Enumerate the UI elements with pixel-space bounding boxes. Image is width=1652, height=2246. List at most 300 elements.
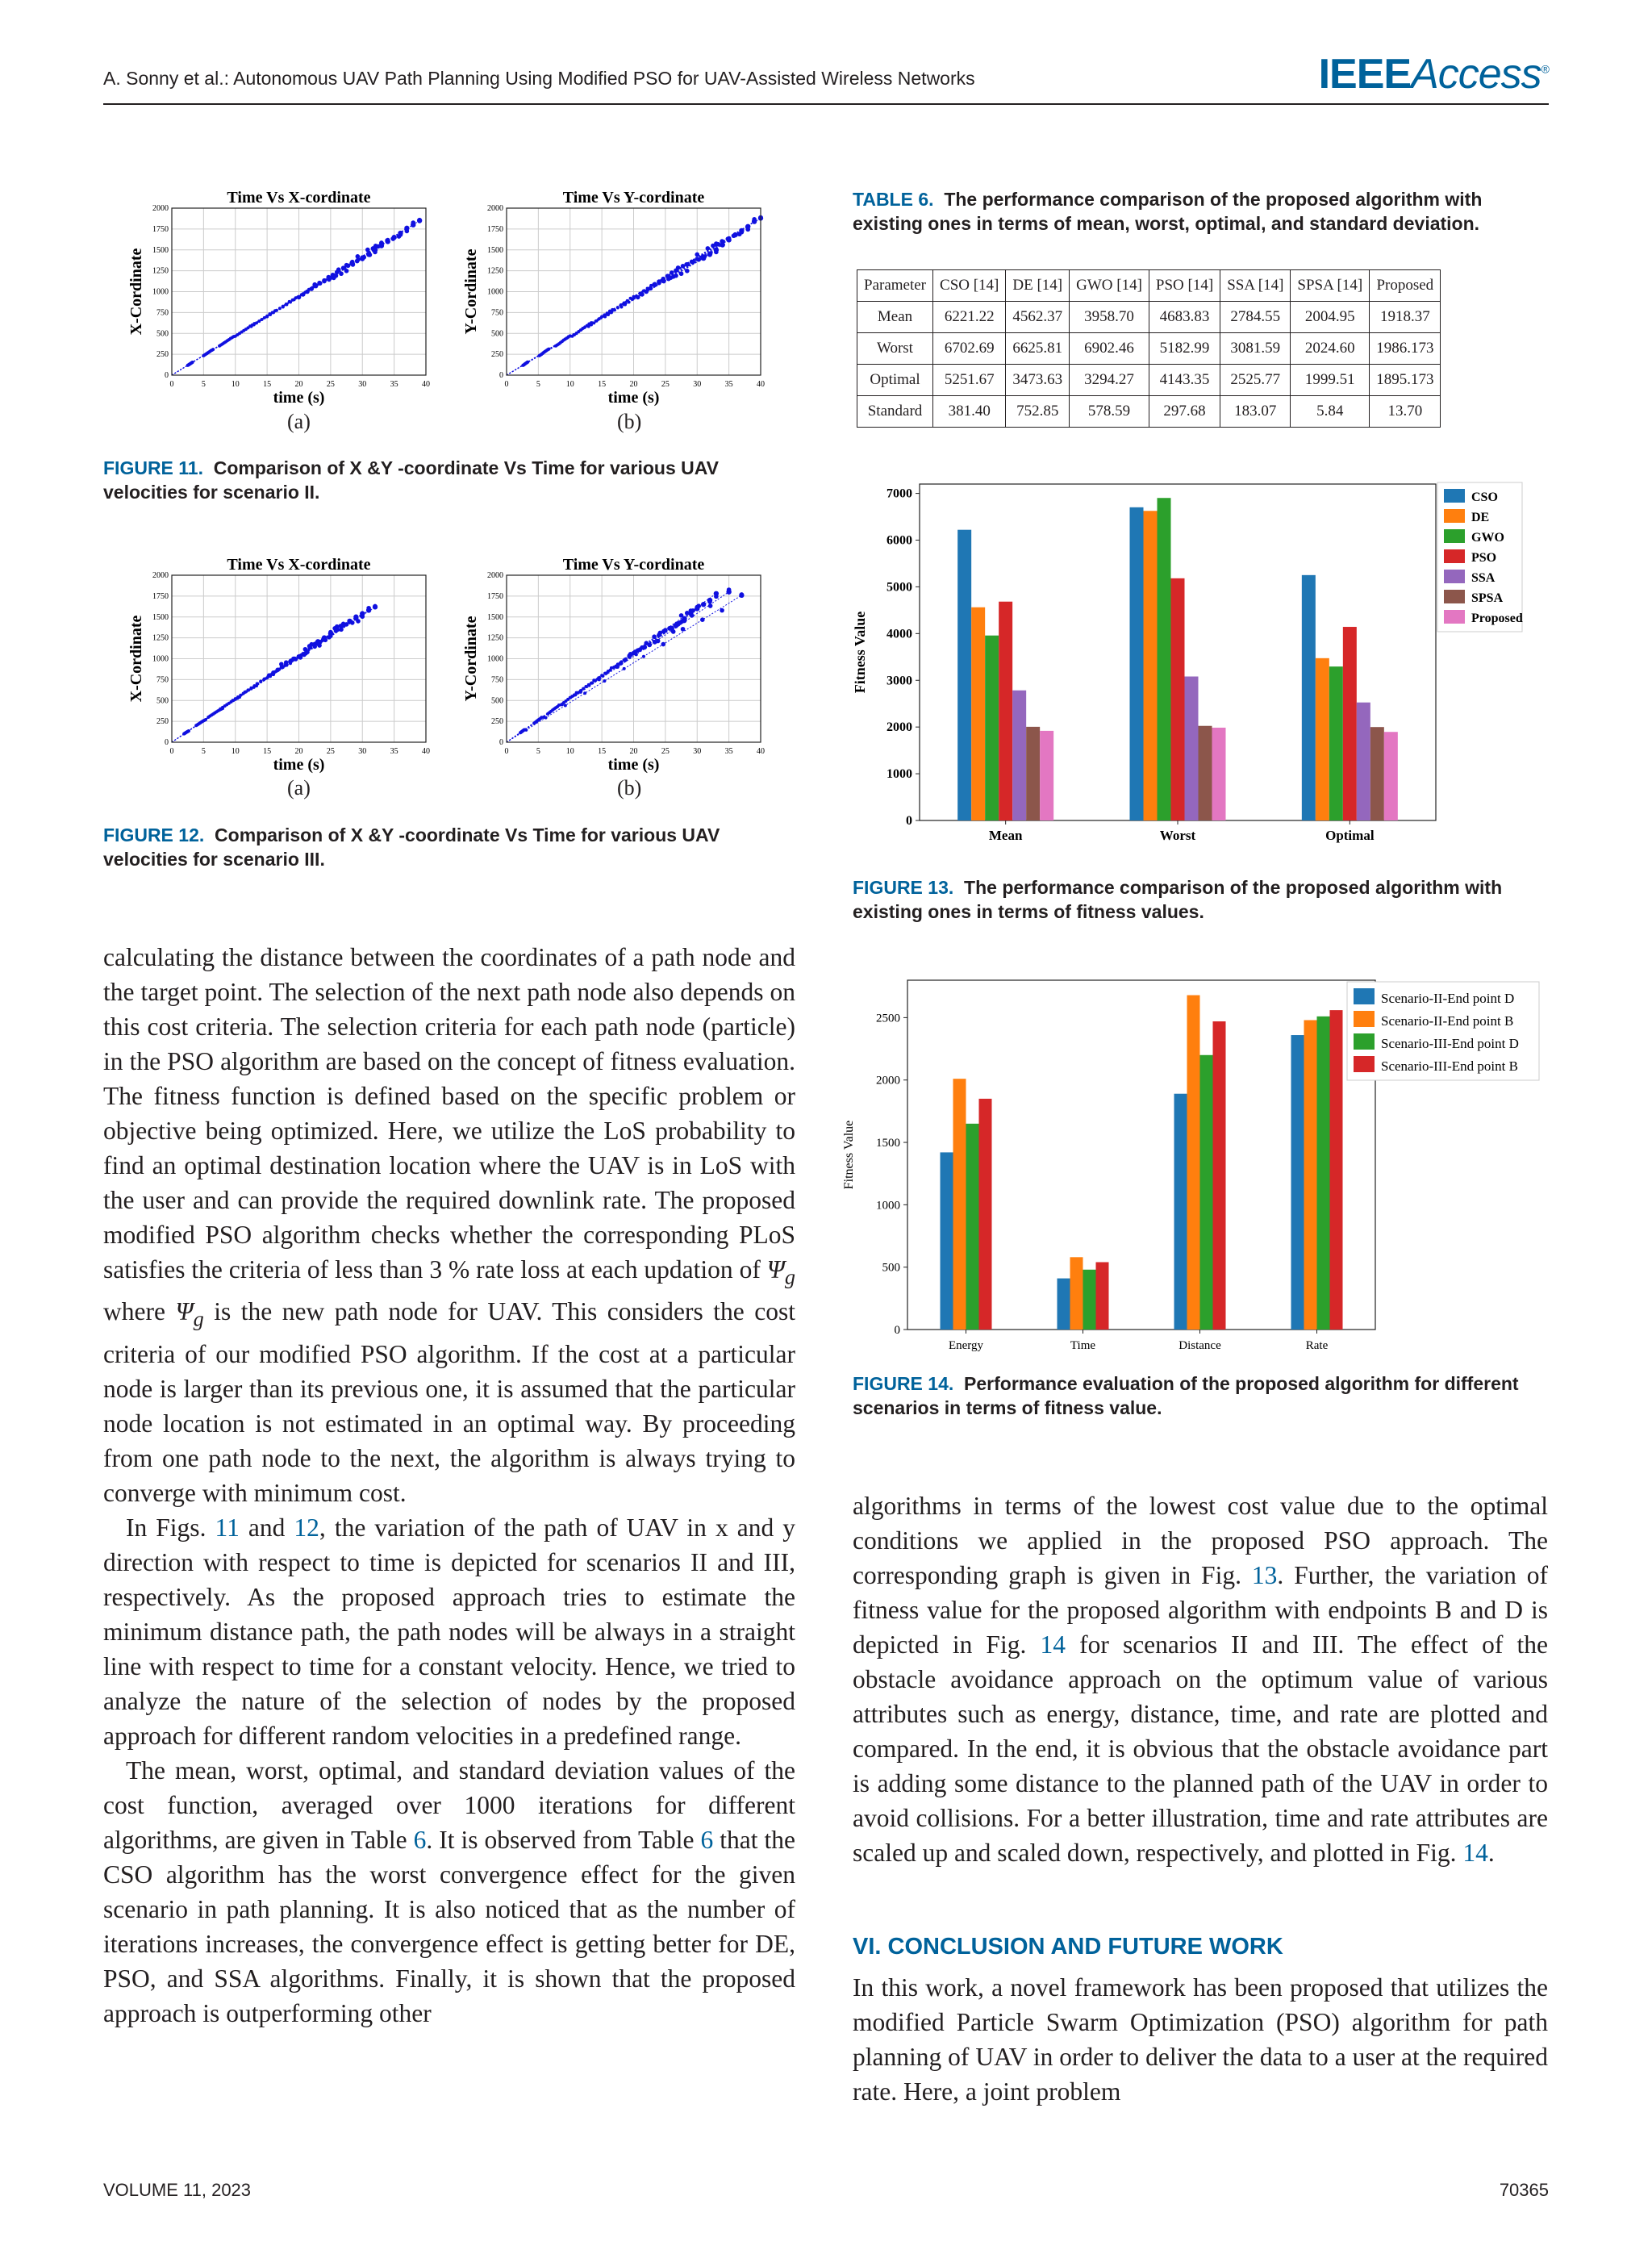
x-tick-label: 40 [757,380,765,389]
table-cell: 1918.37 [1370,302,1441,333]
path-node [373,248,378,253]
path-node [328,631,333,636]
table-cell: 1895.173 [1370,365,1441,396]
path-node [322,635,327,640]
table-cell: 5251.67 [933,365,1006,396]
x-tick-label: 5 [536,747,540,756]
table-cell: 5182.99 [1149,333,1220,365]
path-node [707,252,712,257]
legend-swatch [1444,529,1465,543]
bar-scenario-iii-end-point-b [1096,1262,1109,1330]
path-node [681,627,686,632]
table-cell: Optimal [857,365,933,396]
path-node [328,275,333,280]
fig13-label: FIGURE 13. [853,877,954,898]
bar-proposed [1384,732,1398,820]
y-tick-label: 2500 [876,1012,900,1025]
running-title: A. Sonny et al.: Autonomous UAV Path Planning Using Modified PSO for UAV-Assisted Wireless Networks [103,68,975,89]
x-tick-label: 25 [326,380,335,389]
body-right-column-bottom [853,1970,1548,2109]
legend-swatch [1444,509,1465,523]
fig14-caption-text: Performance evaluation of the proposed algorithm for different scenarios in terms of fitness value. [853,1373,1519,1418]
table-cell: 297.68 [1149,396,1220,428]
fig14-chart [842,968,1553,1355]
bar-pso [1343,627,1357,820]
fig12-caption-text: Comparison of X &Y -coordinate Vs Time for various UAV velocities for scenario III. [103,825,720,870]
path-node [628,652,633,657]
ref-fig13-link[interactable]: 13 [1251,1561,1278,1589]
path-node [701,256,706,261]
path-node [194,724,198,727]
y-tick-label: 1250 [152,266,169,276]
y-tick-label: 0 [499,371,503,380]
y-tick-label: 1000 [487,287,503,297]
ref-fig12-link[interactable]: 12 [294,1513,319,1542]
legend-label: DE [1471,511,1490,524]
x-tick-label: 0 [169,747,174,756]
x-tick-label: Time [1070,1339,1096,1352]
path-node [583,691,586,695]
path-node [546,712,549,716]
y-tick-label: 750 [491,675,503,685]
y-tick-label: 500 [491,696,503,706]
legend-swatch [1354,1011,1375,1027]
table-cell: 3958.70 [1070,302,1149,333]
path-node [726,237,731,242]
path-node [682,616,686,621]
y-tick-label: 0 [894,1324,900,1337]
table-cell: Parameter [857,270,933,302]
path-node [656,639,661,644]
y-tick-label: 1000 [487,654,503,664]
fig12a-chart [125,549,444,774]
y-tick-label: 1750 [487,591,503,601]
table-row [857,302,1441,333]
path-node [652,282,657,287]
path-node [519,731,522,734]
table-cell: 4683.83 [1149,302,1220,333]
x-tick-label: Energy [948,1339,984,1352]
bar-cso [1130,507,1144,820]
chart-title: Time Vs X-cordinate [227,556,371,574]
y-tick-label: 0 [165,738,169,747]
x-tick-label: 10 [231,380,240,389]
x-tick-label: 0 [504,747,509,756]
x-tick-label: 10 [565,380,574,389]
x-tick-label: 30 [693,380,702,389]
fig13-caption-text: The performance comparison of the proposed algorithm with existing ones in terms of fitness values. [853,877,1503,922]
bar-pso [999,602,1012,820]
bar-ssa [1012,691,1026,820]
legend-label: PSO [1471,551,1497,565]
x-tick-label: 5 [201,747,206,756]
legend-label: Scenario-III-End point B [1381,1058,1518,1074]
legend-swatch [1354,1033,1375,1050]
table-cell: 6902.46 [1070,333,1149,365]
path-node [636,295,640,300]
path-node [347,619,352,624]
table-cell: 1986.173 [1370,333,1441,365]
y-tick-label: 6000 [886,533,912,548]
bar-cso [957,530,971,820]
x-tick-label: 0 [504,380,509,389]
legend-swatch [1444,489,1465,503]
table-cell: Mean [857,302,933,333]
path-node [186,364,190,367]
table-cell: 6625.81 [1006,333,1070,365]
body-left-paragraph-2: In Figs. 11 and 12, the variation of the path of UAV in x and y direction with respect to time is depicted for scenarios II and III, respectively. As the proposed approach tries to estimate the minimum distance path, the path nodes will be always in a straight line with respect to time for a constant velocity. Hence, we tried to analyze the nature of the selection of nodes by the proposed approach for different random velocities in a predefined range. [103,1513,796,1750]
path-node [701,602,706,607]
table-header-row [857,270,1441,302]
path-node [587,684,590,687]
table-cell: 2004.95 [1291,302,1370,333]
y-tick-label: 2000 [487,204,503,213]
path-node [182,733,186,736]
body-right-paragraph-2: In this work, a novel framework has been proposed that utilizes the modified Particle Swarm Optimization (PSO) algorithm for path planning of UAV in order to deliver the data to a user at the required rate. Here, a joint problem [853,1973,1548,2106]
y-tick-label: 1000 [152,287,169,297]
legend-swatch [1444,570,1465,583]
y-tick-label: 1750 [152,224,169,234]
x-axis-label: time (s) [273,389,325,407]
path-node [620,305,623,308]
y-tick-label: 1750 [487,224,503,234]
x-tick-label: 40 [757,747,765,756]
fig11-caption [103,456,765,504]
path-node [657,281,661,286]
bar-de [971,607,985,820]
table-cell: 13.70 [1370,396,1441,428]
path-node [684,262,689,267]
path-node [202,354,205,357]
x-tick-label: 15 [263,747,272,756]
table6-label: TABLE 6. [853,189,934,210]
x-tick-label: 20 [629,747,638,756]
bar-pso [1171,578,1185,820]
path-node [564,703,567,707]
y-tick-label: 1500 [152,612,169,622]
path-node [554,344,557,348]
x-tick-label: Rate [1305,1339,1329,1352]
y-tick-label: 2000 [152,571,169,580]
body-left-paragraph-1: calculating the distance between the coordinates of a path node and the target point. The selection of the next path node also depends on this cost criteria. The selection criteria for each path node (particle) in the PSO algorithm are based on the concept of fitness evaluation. The fitness function is defined based on the specific problem or objective being optimized. Here, we utilize the LoS probability to find an optimal destination location where the UAV is in LoS with the user and can provide the required downlink rate. The proposed modified PSO algorithm checks whether the corresponding PLoS satisfies the criteria of less than 3 % rate loss at each updation of $\Psi_g$ where $\Psi_g$ is the new path node for UAV. This considers the cost criteria of our modified PSO algorithm. If the cost at a particular node is larger than its previous one, it is assumed that the particular node location is not estimated in an optimal way. By proceeding from one path node to the next, the algorithm is always trying to converge with minimum cost. [103,943,796,1507]
bar-spsa [1199,726,1212,820]
path-node [312,282,317,287]
path-node [315,640,320,645]
y-tick-label: 500 [156,329,169,339]
path-node [297,295,302,300]
legend-label: Scenario-III-End point D [1381,1036,1519,1051]
path-node [690,260,695,265]
path-node [417,218,422,223]
ref-table6-link[interactable]: 6 [413,1825,427,1854]
bar-scenario-ii-end-point-b [953,1079,966,1330]
path-node [603,679,606,683]
bar-proposed [1040,731,1053,820]
x-axis-label: time (s) [607,389,660,407]
fig11-sublabel-b: (b) [617,410,642,433]
path-node [707,598,712,603]
bar-gwo [1158,498,1171,820]
table-cell: 4143.35 [1149,365,1220,396]
bar-scenario-iii-end-point-b [979,1099,992,1330]
bar-scenario-iii-end-point-d [1317,1017,1330,1330]
path-node [695,606,699,611]
table-cell: 2024.60 [1291,333,1370,365]
path-node [366,607,371,612]
path-node [669,275,674,280]
y-axis-label: Y-Cordinate [462,616,480,702]
fig11-sublabel-a: (a) [287,410,311,433]
legend-label: Proposed [1471,612,1523,625]
table-row [857,365,1441,396]
y-tick-label: 250 [156,350,169,360]
section-heading-conclusion: VI. CONCLUSION AND FUTURE WORK [853,1934,1283,1960]
x-tick-label: 15 [598,747,607,756]
bar-scenario-ii-end-point-d [1291,1035,1304,1330]
path-node [249,325,252,328]
ref-fig14-link[interactable]: 14 [1040,1630,1066,1659]
bar-de [1316,658,1329,820]
legend-swatch [1444,590,1465,603]
y-tick-label: 750 [156,675,169,685]
y-axis-label: Y-Cordinate [462,248,480,335]
y-tick-label: 500 [156,696,169,706]
legend-label: GWO [1471,531,1504,545]
x-tick-label: 15 [263,380,272,389]
table-cell: Worst [857,333,933,365]
fig12-label: FIGURE 12. [103,825,205,845]
y-tick-label: 1500 [876,1137,900,1150]
table-cell: PSO [14] [1149,270,1220,302]
x-tick-label: 35 [390,747,398,756]
table-cell: SPSA [14] [1291,270,1370,302]
table6 [857,269,1441,428]
path-node [720,242,725,247]
y-tick-label: 1000 [886,767,912,782]
bar-proposed [1212,728,1226,820]
x-axis-label: time (s) [607,756,660,774]
ref-table6-link-2[interactable]: 6 [700,1825,714,1854]
path-node [739,228,744,233]
table-cell: 6702.69 [933,333,1006,365]
path-node [587,325,590,328]
x-tick-label: 20 [629,380,638,389]
fig11a-chart [125,182,444,407]
footer-page-number: 70365 [1499,2180,1549,2200]
x-tick-label: 5 [201,380,206,389]
x-tick-label: 5 [536,380,540,389]
path-node [752,219,757,223]
path-node [317,281,322,286]
y-tick-label: 1500 [487,245,503,255]
table-cell: 3081.59 [1220,333,1291,365]
table-cell: 3294.27 [1070,365,1149,396]
path-node [360,256,365,261]
y-axis-label: X-Cordinate [127,248,145,336]
y-tick-label: 4000 [886,627,912,641]
table-cell: CSO [14] [933,270,1006,302]
y-tick-label: 2000 [886,720,912,735]
body-right-paragraph-1: algorithms in terms of the lowest cost value due to the optimal conditions we applied in the proposed PSO approach. The corresponding graph is given in Fig. 13. Further, the variation of fitness value for the proposed algorithm with endpoints B and D is depicted in Fig. 14 for scenarios II and III. The effect of the obstacle avoidance approach on the optimum value of various attributes such as energy, distance, time, and rate are plotted and compared. In the end, it is obvious that the obstacle avoidance part is adding some distance to the planned path of the UAV in order to avoid collisions. For a better illustration, time and rate attributes are scaled up and scaled down, respectively, and plotted in Fig. 14. [853,1492,1549,1867]
y-tick-label: 5000 [886,580,912,595]
x-tick-label: 30 [358,380,367,389]
bar-scenario-ii-end-point-b [1187,996,1200,1330]
table6-caption-text: The performance comparison of the proposed algorithm with existing ones in terms of mean, worst, optimal, and standard deviation. [853,189,1483,234]
x-axis-label: time (s) [273,756,325,774]
path-node [404,226,409,231]
bar-scenario-iii-end-point-d [966,1124,979,1330]
y-tick-label: 500 [882,1261,900,1275]
path-node [661,629,666,634]
table-cell: 2784.55 [1220,302,1291,333]
bar-spsa [1370,727,1384,820]
path-node [739,593,744,598]
path-node [642,645,647,650]
y-tick-label: 0 [906,814,912,828]
table-cell: 3473.63 [1006,365,1070,396]
path-node [353,615,358,620]
legend-label: CSO [1471,491,1498,504]
y-tick-label: 0 [165,371,169,380]
path-node [661,642,665,647]
path-node [714,591,719,596]
path-node [366,252,371,257]
path-node [685,269,690,273]
fig12-sublabel-a: (a) [287,776,311,799]
table-cell: Standard [857,396,933,428]
fig12b-chart [460,549,778,774]
path-node [373,604,378,609]
bar-gwo [1329,666,1343,820]
path-node [560,703,563,706]
table-cell: SSA [14] [1220,270,1291,302]
y-tick-label: 0 [499,738,503,747]
path-node [391,235,396,240]
path-node [642,655,645,658]
x-tick-label: 35 [724,380,733,389]
path-node [714,241,719,246]
y-axis-label: Fitness Value [842,1120,856,1190]
bar-ssa [1185,677,1199,820]
chart-title: Time Vs Y-cordinate [562,189,705,207]
path-node [244,691,247,694]
y-tick-label: 1500 [152,245,169,255]
fig13-caption [853,875,1554,924]
table-cell: DE [14] [1006,270,1070,302]
fig14-caption [853,1371,1554,1420]
x-tick-label: Mean [988,828,1023,843]
ref-fig11-link[interactable]: 11 [215,1513,240,1542]
bar-scenario-iii-end-point-d [1083,1270,1096,1330]
path-node [411,223,415,228]
path-node [218,344,221,348]
fig11b-chart [460,182,778,407]
legend-label: SPSA [1471,591,1504,605]
path-node [700,617,705,622]
y-tick-label: 1250 [487,633,503,643]
path-node [521,364,524,367]
table-cell: 1999.51 [1291,365,1370,396]
path-node [706,246,711,251]
table-row [857,396,1441,428]
path-node [360,611,365,616]
path-node [670,626,674,631]
path-node [574,693,577,696]
table-cell: 381.40 [933,396,1006,428]
path-node [538,354,541,357]
x-tick-label: Optimal [1325,828,1375,843]
path-node [726,590,731,595]
y-tick-label: 250 [491,717,503,727]
legend-swatch [1354,1056,1375,1072]
body-left-paragraph-3: The mean, worst, optimal, and standard deviation values of the cost function, averaged over 1000 iterations for different algorithms, are given in Table 6. It is observed from Table 6 that the CSO algorithm has the worst convergence effect for the given scenario in path planning. It is also noticed that as the number of iterations increases, the convergence effect is getting better for DE, PSO, and SSA algorithms. Finally, it is shown that the proposed approach is outperforming other [103,1755,796,2027]
fig12-caption [103,823,765,871]
path-node [231,699,234,702]
fig13-chart [851,476,1553,863]
table-cell: 183.07 [1220,396,1291,428]
path-node [267,673,272,678]
path-node [365,248,370,253]
y-tick-label: 2000 [876,1074,900,1088]
x-tick-label: 15 [598,380,607,389]
path-node [603,315,607,319]
y-tick-label: 750 [491,308,503,318]
legend-swatch [1444,610,1465,624]
bar-scenario-ii-end-point-b [1304,1020,1317,1330]
y-tick-label: 2000 [152,204,169,213]
ieee-access-logo: IEEEAccess® [1318,51,1549,98]
path-node [386,239,390,244]
path-node [282,305,285,308]
y-tick-label: 1250 [152,633,169,643]
path-node [623,667,626,670]
x-tick-label: 35 [390,380,398,389]
x-tick-label: 25 [661,380,670,389]
x-tick-label: 10 [231,747,240,756]
x-tick-label: 35 [724,747,733,756]
path-node [279,662,284,666]
path-node [344,269,349,273]
body-left-column [103,940,795,2031]
legend-label: Scenario-II-End point D [1381,991,1515,1006]
chart-title: Time Vs X-cordinate [227,189,371,207]
footer-volume: VOLUME 11, 2023 [103,2180,252,2200]
y-tick-label: 1000 [876,1199,900,1213]
path-node [601,674,604,678]
table-cell: 2525.77 [1220,365,1291,396]
y-tick-label: 1250 [487,266,503,276]
y-tick-label: 1750 [152,591,169,601]
x-tick-label: 0 [169,380,174,389]
x-tick-label: 40 [422,747,430,756]
path-node [340,623,345,628]
table-cell: 6221.22 [933,302,1006,333]
fig12-sublabel-b: (b) [617,776,642,799]
table-cell: 5.84 [1291,396,1370,428]
path-node [714,248,719,253]
y-tick-label: 2000 [487,571,503,580]
legend-swatch [1444,549,1465,563]
bar-scenario-ii-end-point-d [941,1152,953,1330]
path-node [688,611,693,616]
ref-fig14-link-2[interactable]: 14 [1462,1839,1488,1867]
path-node [256,683,259,686]
path-node [206,716,210,719]
fig11-label: FIGURE 11. [103,457,203,478]
bar-scenario-iii-end-point-b [1213,1021,1226,1330]
table-cell: 752.85 [1006,396,1070,428]
path-node [398,231,403,236]
